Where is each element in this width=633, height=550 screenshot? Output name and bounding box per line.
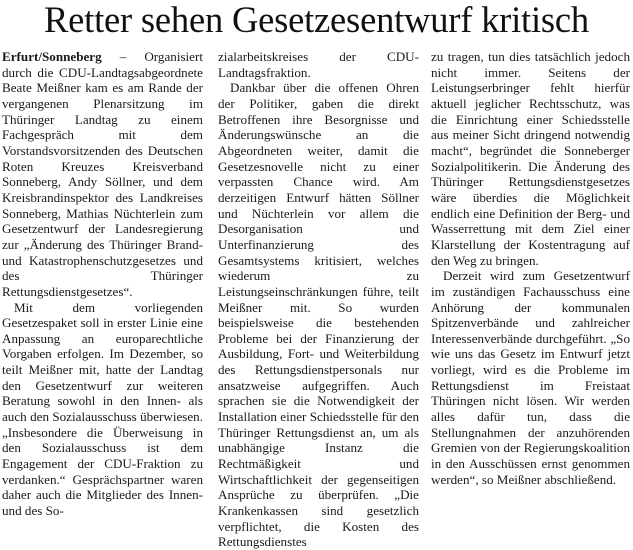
article-headline: Retter sehen Gesetzesentwurf kritisch	[44, 0, 589, 40]
article-paragraph: Dankbar über die offenen Ohren der Politiker, gaben die direkt Betroffenen ihre Besorgnisse und Änderungswünsche an die Abgeordneten weiter, damit die Gesetzesnovelle nicht zu einer verpassten Chance wird. Am derzeitigen Entwurf hätten Söllner und Nüchterlein vor allem die Desorganisation und Unterfinanzierung des Gesamtsystems kritisiert, welches wiederum zu Leistungseinschränkungen führe, teilt Meißner mit. So wurden beispielsweise die bestehenden Probleme bei der Finanzierung der Ausbildung, Fort- und Weiterbildung des Rettungsdienstpersonals nur ansatzweise aufgegriffen. Auch sprachen sie die Notwendigkeit der Installation einer Schiedsstelle für den Thüringer Rettungsdienst an, um als unabhängige Instanz die Rechtmäßigkeit und Wirtschaftlichkeit der gegenseitigen Ansprüche zu überprüfen. „Die Krankenkassen sind gesetzlich verpflichtet, die Kosten des Rettungsdienstes	[218, 80, 419, 550]
article-paragraph: zialarbeitskreises der CDU-Landtagsfraktion.	[218, 49, 419, 80]
article-column-3	[431, 49, 630, 487]
article-column-2	[218, 49, 419, 550]
article-paragraph	[2, 49, 203, 300]
article-text: – Organisiert durch die CDU-Landtagsabgeordnete Beate Meißner kam es am Rande der vergangenen Plenarsitzung im Thüringer Landtag zu einem Fachgespräch mit dem Vorstandsvorsitzenden des Deutschen Roten Kreuzes Kreisverband Sonneberg, Andy Söllner, und dem Kreisbrandinspektor des Landkreises Sonneberg, Mathias Nüchterlein zum Gesetzentwurf der Landesregierung zur „Änderung des Thüringer Brand- und Katastrophenschutzgesetzes und des Thüringer Rettungsdienstgesetzes“.	[2, 49, 203, 299]
article-paragraph: Derzeit wird zum Gesetzentwurf im zuständigen Fachausschuss eine Anhörung der kommunalen Spitzenverbände und zahlreicher Interessenverbände durchgeführt. „So wie uns das Gesetz im Entwurf jetzt vorliegt, wird es die Probleme im Rettungsdienst im Freistaat Thüringen nicht lösen. Wir werden alles dafür tun, dass die Stellungnahmen der anzuhörenden Gremien von der Regierungskoalition in den Ausschüssen ernst genommen werden“, so Meißner abschließend.	[431, 268, 630, 487]
article-paragraph: zu tragen, tun dies tatsächlich jedoch nicht immer. Seitens der Leistungserbringer fehlt hierfür aktuell jeglicher Rechtsschutz, was die Einrichtung einer Schiedsstelle aus meiner Sicht dringend notwendig macht“, begründet die Sonneberger Sozialpolitikerin. Die Änderung des Thüringer Rettungsdienstgesetzes wäre überdies die Möglichkeit endlich eine Definition der Berg- und Wasserrettung mit dem Ziel einer Klarstellung der Kostentragung auf den Weg zu bringen.	[431, 49, 630, 268]
article-dateline: Erfurt/Sonneberg	[2, 49, 102, 64]
article-paragraph: Mit dem vorliegenden Gesetzespaket soll in erster Linie eine Anpassung an europarechtliche Vorgaben erfolgen. Im Dezember, so teilt Meißner mit, hatte der Landtag den Gesetzentwurf zur weiteren Beratung sowohl in den Innen- als auch den Sozialausschuss überwiesen. „Insbesondere die Überweisung in den Sozialausschuss ist dem Engagement der CDU-Fraktion zu verdanken.“ Gesprächspartner waren daher auch die Mitglieder des Innen- und des So-	[2, 299, 203, 519]
article-column-1	[2, 49, 203, 519]
